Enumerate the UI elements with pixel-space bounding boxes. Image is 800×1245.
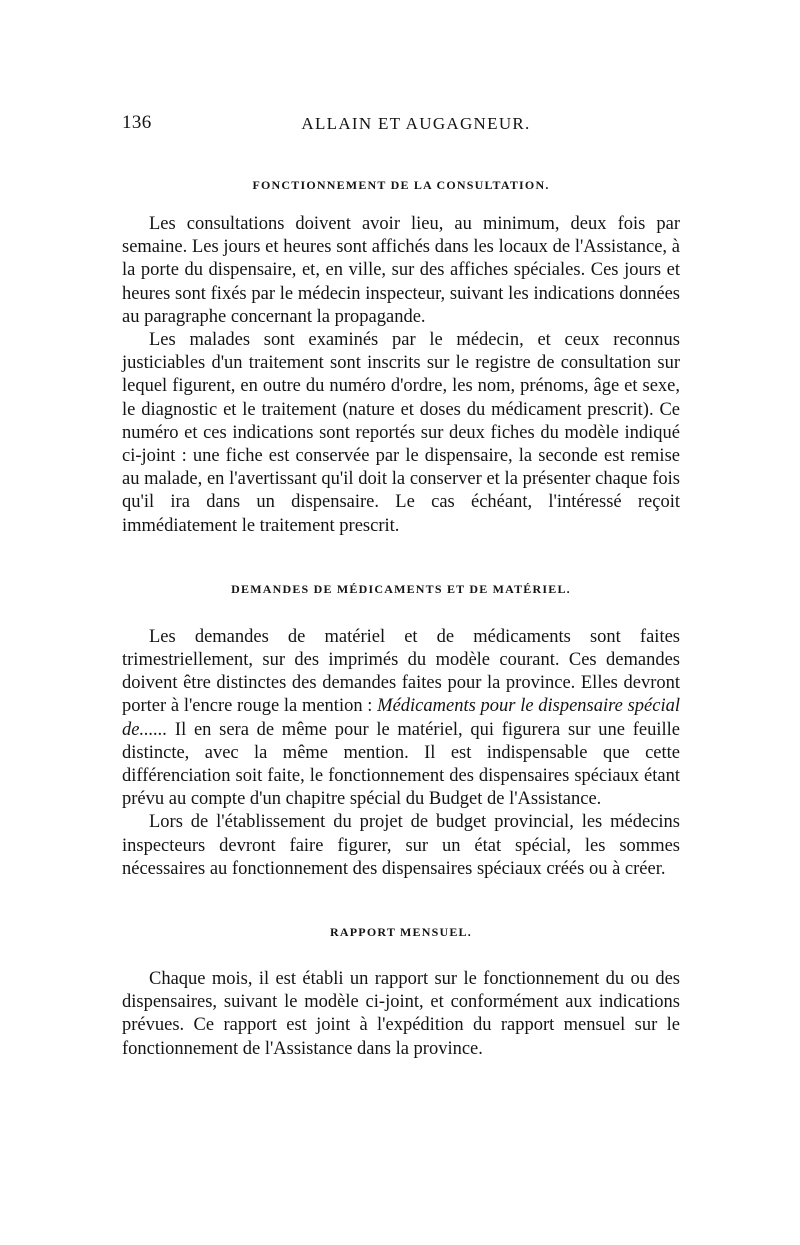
running-title: ALLAIN ET AUGAGNEUR. xyxy=(301,114,531,133)
book-page xyxy=(122,112,680,1061)
paragraph: Les malades sont examinés par le médecin, et ceux reconnus justiciables d'un traitement sont inscrits sur le registre de consultation sur lequel figurent, en outre du numéro d'ordre, les nom, prénoms, âge et sexe, le diagnostic et le traitement (nature et doses du médicament prescrit). Ce numéro et ces indications sont reportés sur deux fiches du modèle indiqué ci-joint : une fiche est conservée par le dispensaire, la seconde est remise au malade, en l'avertissant qu'il doit la conserver et la présenter chaque fois qu'il ira dans un dispensaire. Le cas échéant, l'intéressé reçoit immédiatement le traitement prescrit. xyxy=(122,330,680,536)
section-heading-rapport: RAPPORT MENSUEL. xyxy=(330,925,472,940)
paragraph: Chaque mois, il est établi un rapport sur le fonctionnement du ou des dispensaires, suivant le modèle ci-joint, et conformément aux indications prévues. Ce rapport est joint à l'expédition du rapport mensuel sur le fonctionnement de l'Assistance dans la province. xyxy=(122,969,680,1059)
section-rapport-body xyxy=(122,968,680,1061)
paragraph-text: Il en sera de même pour le matériel, qui figurera sur une feuille distincte, avec la même mention. Il est indispensable que cette différenciation soit faite, le fonctionnement des dispensaires spéciaux étant prévu au compte d'un chapitre spécial du Budget de l'Assistance. xyxy=(122,719,680,810)
paragraph-text: Les demandes de matériel et de médicaments sont faites trimestriellement, sur des imprimés du modèle courant. Ces demandes doivent être distinctes des demandes faites pour la province. Elles devront porter à l'encre rouge la mention : xyxy=(122,626,680,717)
page-number: 136 xyxy=(122,112,152,133)
section-heading-consultation: FONCTIONNEMENT DE LA CONSULTATION. xyxy=(252,178,550,192)
section-demandes-body xyxy=(122,626,680,881)
section-heading-demandes: DEMANDES DE MÉDICAMENTS ET DE MATÉRIEL. xyxy=(231,581,571,596)
paragraph xyxy=(122,626,680,812)
running-head xyxy=(122,112,680,142)
section-consultation-body xyxy=(122,213,680,538)
paragraph: Les consultations doivent avoir lieu, au minimum, deux fois par semaine. Les jours et heures sont affichés dans les locaux de l'Assistance, à la porte du dispensaire, et, en ville, sur des affiches spéciales. Ces jours et heures sont fixés par le médecin inspecteur, suivant les indications données au paragraphe concernant la propagande. xyxy=(122,214,680,327)
italic-mention: Médicaments pour le dispensaire spécial de...... xyxy=(122,696,680,740)
paragraph: Lors de l'établissement du projet de budget provincial, les médecins inspecteurs devront faire figurer, sur un état spécial, les sommes nécessaires au fonctionnement des dispensaires spéciaux créés ou à créer. xyxy=(122,812,680,879)
